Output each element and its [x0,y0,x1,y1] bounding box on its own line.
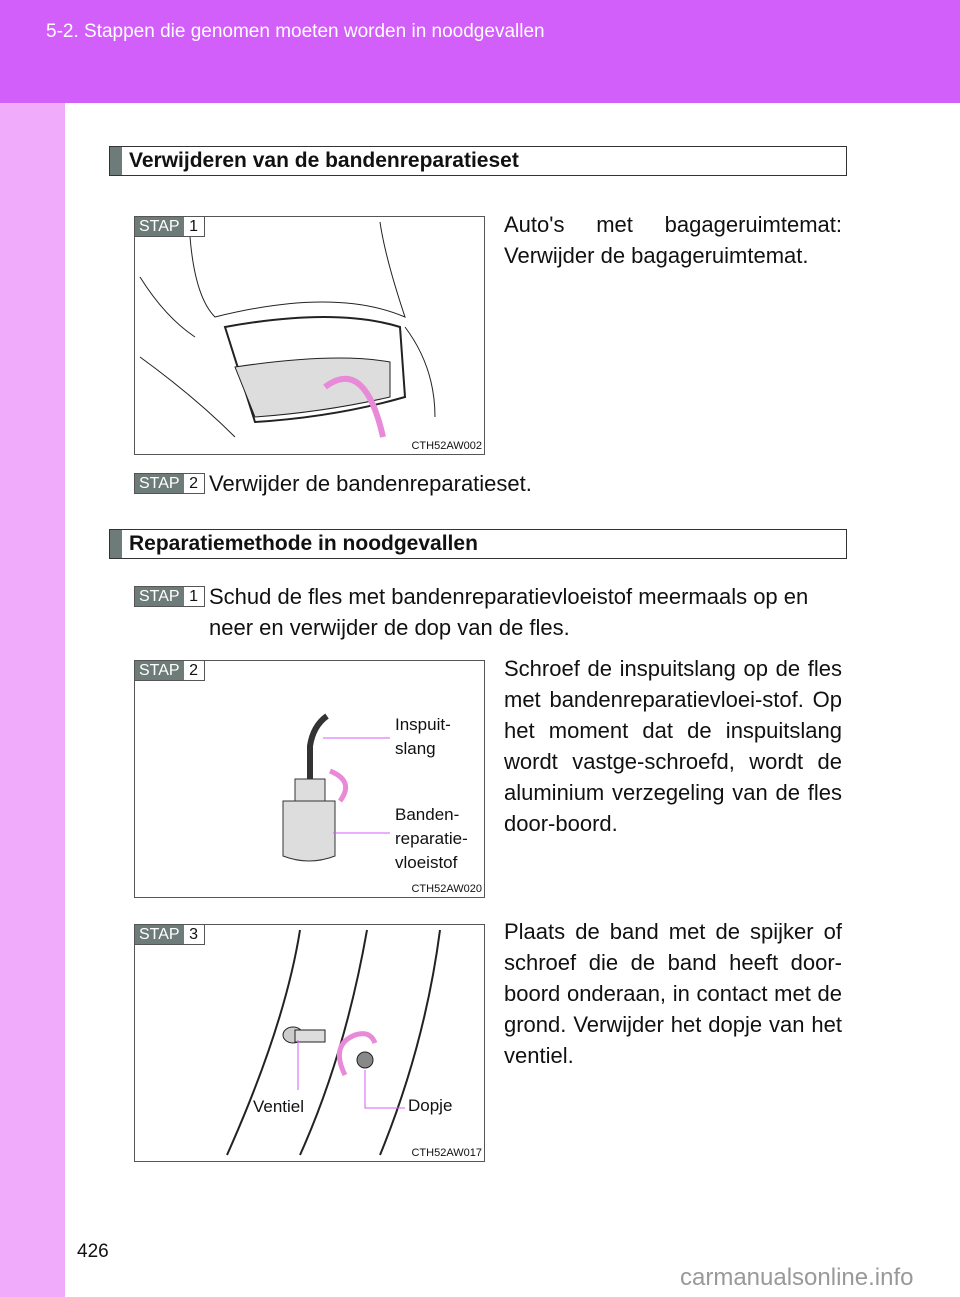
valve-illustration [135,925,484,1161]
figure-trunk [134,216,485,455]
section-title: Reparatiemethode in noodgevallen [129,532,478,555]
step-text: Verwijder de bandenreparatieset. [209,471,532,496]
chapter-title: 5-2. Stappen die genomen moeten worden in noodgevallen [46,21,545,42]
figure-code: CTH52AW020 [411,883,482,895]
callout-label: Banden- reparatie- vloeistof [395,805,468,872]
step-badge: STAP 2 [134,660,205,681]
section-title: Verwijderen van de bandenreparatieset [129,149,519,172]
section-heading-remove-kit [109,146,847,176]
figure-bottle [134,660,485,898]
step-badge: STAP 2 [134,473,205,494]
callout-label: Ventiel [253,1097,305,1116]
step-text: Schud de fles met bandenreparatievloeistof meermaals op en neer en verwijder de dop van de fles. [209,584,809,640]
watermark: carmanualsonline.info [680,1264,914,1291]
callout-label: Dopje [408,1096,453,1115]
section-heading-repair-method [109,529,847,559]
step-text: Plaats de band met de spijker of schroef die de band heeft door-boord onderaan, in contact met de grond. Verwijder het dopje van het ventiel. [504,919,842,1068]
step-badge: STAP 3 [134,924,205,945]
step-badge: STAP 1 [134,586,205,607]
figure-code: CTH52AW017 [411,1147,482,1159]
trunk-illustration [135,217,484,454]
page-number: 426 [77,1241,109,1262]
side-strip [0,103,65,1297]
step-badge: STAP 1 [134,216,205,237]
figure-code: CTH52AW002 [411,440,482,452]
callout-label: Inspuit- slang [395,715,451,758]
step-text: Schroef de inspuitslang op de fles met bandenreparatievloei-stof. Op het moment dat de inspuitslang wordt vastge-schroefd, wordt de aluminium verzegeling van de fles door-boord. [504,656,842,836]
chapter-header [0,0,960,103]
figure-valve [134,924,485,1162]
step-text: Auto's met bagageruimtemat: Verwijder de bagageruimtemat. [504,212,842,268]
